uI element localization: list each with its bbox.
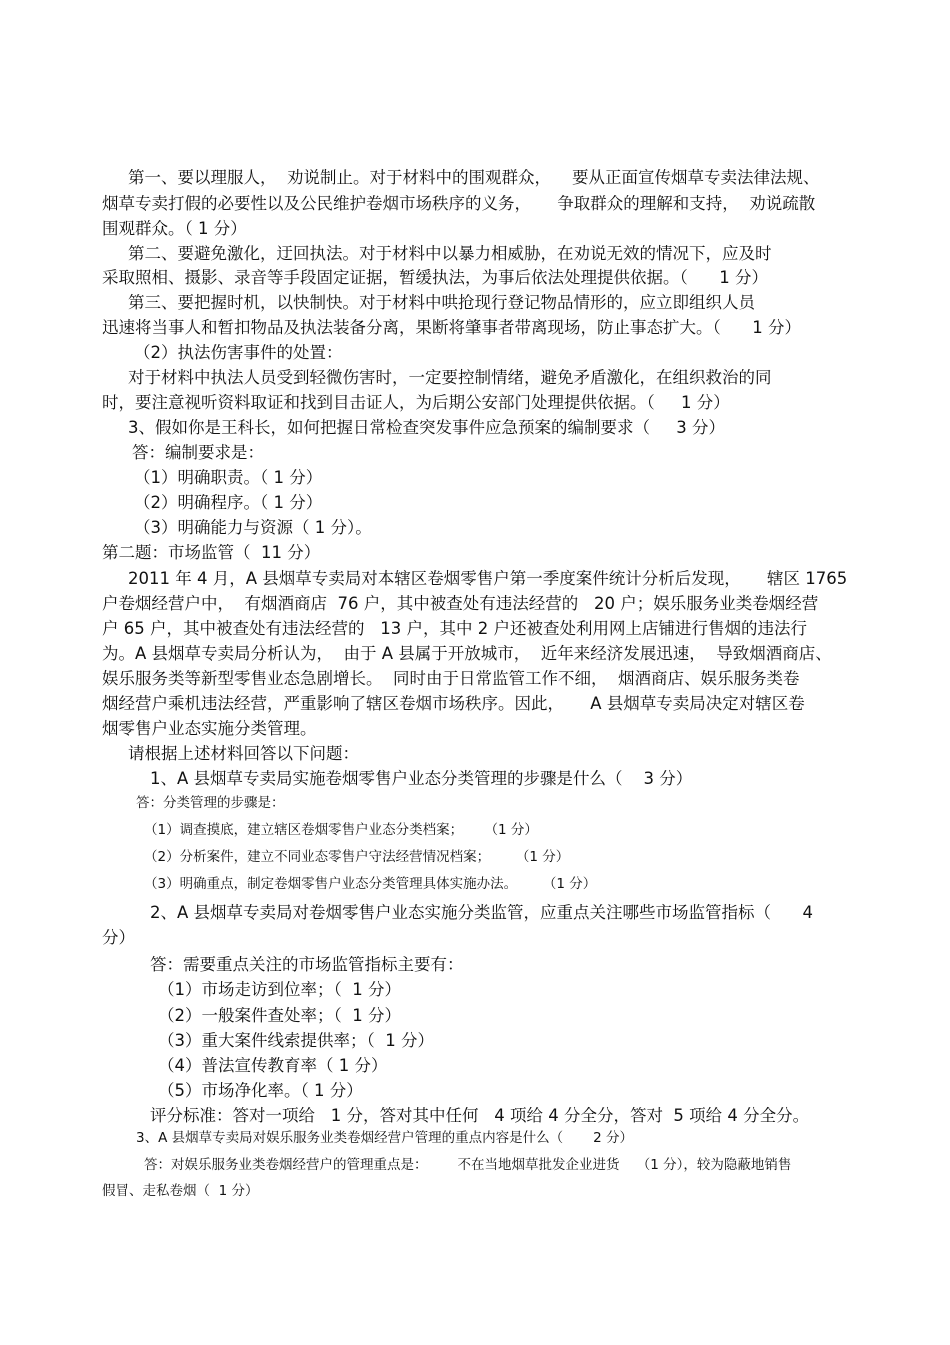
list-item: （1）调查摸底，建立辖区卷烟零售户业态分类档案； （1 分） — [144, 822, 538, 838]
para-line: 娱乐服务类等新型零售业态急剧增长。 同时由于日常监管工作不细， 烟酒商店、娱乐服务类卷 — [102, 669, 800, 688]
list-item: （2）一般案件查处率；（ 1 分） — [158, 1006, 401, 1025]
para-line: 户卷烟经营户中， 有烟酒商店 76 户，其中被查处有违法经营的 20 户；娱乐服务业类卷烟经营 — [102, 594, 819, 613]
para-line: 第一、要以理服人， 劝说制止。对于材料中的围观群众， 要从正面宣传烟草专卖法律法规、 — [128, 168, 820, 187]
list-item: （1）市场走访到位率；（ 1 分） — [158, 980, 401, 999]
answer-line: 答：对娱乐服务业类卷烟经营户的管理重点是： 不在当地烟草批发企业进货 （1 分），较为隐蔽地销售 — [144, 1157, 792, 1173]
para-line: 户 65 户，其中被查处有违法经营的 13 户，其中 2 户还被查处利用网上店铺进行售烟的违法行 — [102, 619, 807, 638]
para-line: 烟零售户业态实施分类管理。 — [102, 719, 317, 738]
question-line: 2、A 县烟草专卖局对卷烟零售户业态实施分类监管，应重点关注哪些市场监管指标（ 4 — [150, 903, 813, 922]
list-item: （1）明确职责。（ 1 分） — [134, 468, 323, 487]
para-line: 迅速将当事人和暂扣物品及执法装备分离，果断将肇事者带离现场，防止事态扩大。（ 1 分） — [102, 318, 801, 337]
list-item: （3）重大案件线索提供率；（ 1 分） — [158, 1031, 434, 1050]
list-item: （3）明确能力与资源（ 1 分）。 — [134, 518, 372, 537]
para-line: 为。A 县烟草专卖局分析认为， 由于 A 县属于开放城市， 近年来经济发展迅速， 导致烟酒商店、 — [102, 644, 832, 663]
answer-line: 答：分类管理的步骤是： — [136, 795, 285, 811]
para-line: 对于材料中执法人员受到轻微伤害时，一定要控制情绪，避免矛盾激化，在组织救治的同 — [128, 368, 772, 387]
question-line: 3、假如你是王科长，如何把握日常检查突发事件应急预案的编制要求（ 3 分） — [128, 418, 725, 437]
para-line: 时，要注意视听资料取证和找到目击证人，为后期公安部门处理提供依据。（ 1 分） — [102, 393, 730, 412]
para-line: 第三、要把握时机，以快制快。对于材料中哄抢现行登记物品情形的，应立即组织人员 — [128, 293, 755, 312]
para-line: 请根据上述材料回答以下问题： — [128, 744, 359, 763]
list-item: （2）分析案件，建立不同业态零售户守法经营情况档案； （1 分） — [144, 849, 570, 865]
para-line: 围观群众。（ 1 分） — [102, 219, 247, 238]
question-line: 分） — [102, 928, 135, 947]
subheading: （2）执法伤害事件的处置： — [134, 343, 343, 362]
list-item: （2）明确程序。（ 1 分） — [134, 493, 323, 512]
answer-line: 假冒、走私卷烟（ 1 分） — [102, 1183, 259, 1199]
para-line: 烟经营户乘机违法经营，严重影响了辖区卷烟市场秩序。因此， A 县烟草专卖局决定对辖区卷 — [102, 694, 805, 713]
list-item: （4）普法宣传教育率（ 1 分） — [158, 1056, 388, 1075]
answer-line: 答：编制要求是： — [132, 443, 264, 462]
question-line: 1、A 县烟草专卖局实施卷烟零售户业态分类管理的步骤是什么（ 3 分） — [150, 769, 693, 788]
answer-line: 答：需要重点关注的市场监管指标主要有： — [150, 955, 464, 974]
para-line: 2011 年 4 月，A 县烟草专卖局对本辖区卷烟零售户第一季度案件统计分析后发现， 辖区 1765 — [128, 569, 848, 588]
list-item: （3）明确重点，制定卷烟零售户业态分类管理具体实施办法。 （1 分） — [144, 876, 597, 892]
scoring-standard: 评分标准：答对一项给 1 分，答对其中任何 4 项给 4 分全分，答对 5 项给 4 分全分。 — [150, 1106, 810, 1125]
question-line: 3、A 县烟草专卖局对娱乐服务业类卷烟经营户管理的重点内容是什么（ 2 分） — [136, 1130, 634, 1146]
list-item: （5）市场净化率。（ 1 分） — [158, 1081, 363, 1100]
section-heading: 第二题：市场监管（ 11 分） — [102, 543, 321, 562]
para-line: 采取照相、摄影、录音等手段固定证据，暂缓执法，为事后依法处理提供依据。（ 1 分） — [102, 268, 768, 287]
para-line: 第二、要避免激化，迂回执法。对于材料中以暴力相威胁，在劝说无效的情况下，应及时 — [128, 244, 772, 263]
para-line: 烟草专卖打假的必要性以及公民维护卷烟市场秩序的义务， 争取群众的理解和支持， 劝说疏散 — [102, 194, 816, 213]
